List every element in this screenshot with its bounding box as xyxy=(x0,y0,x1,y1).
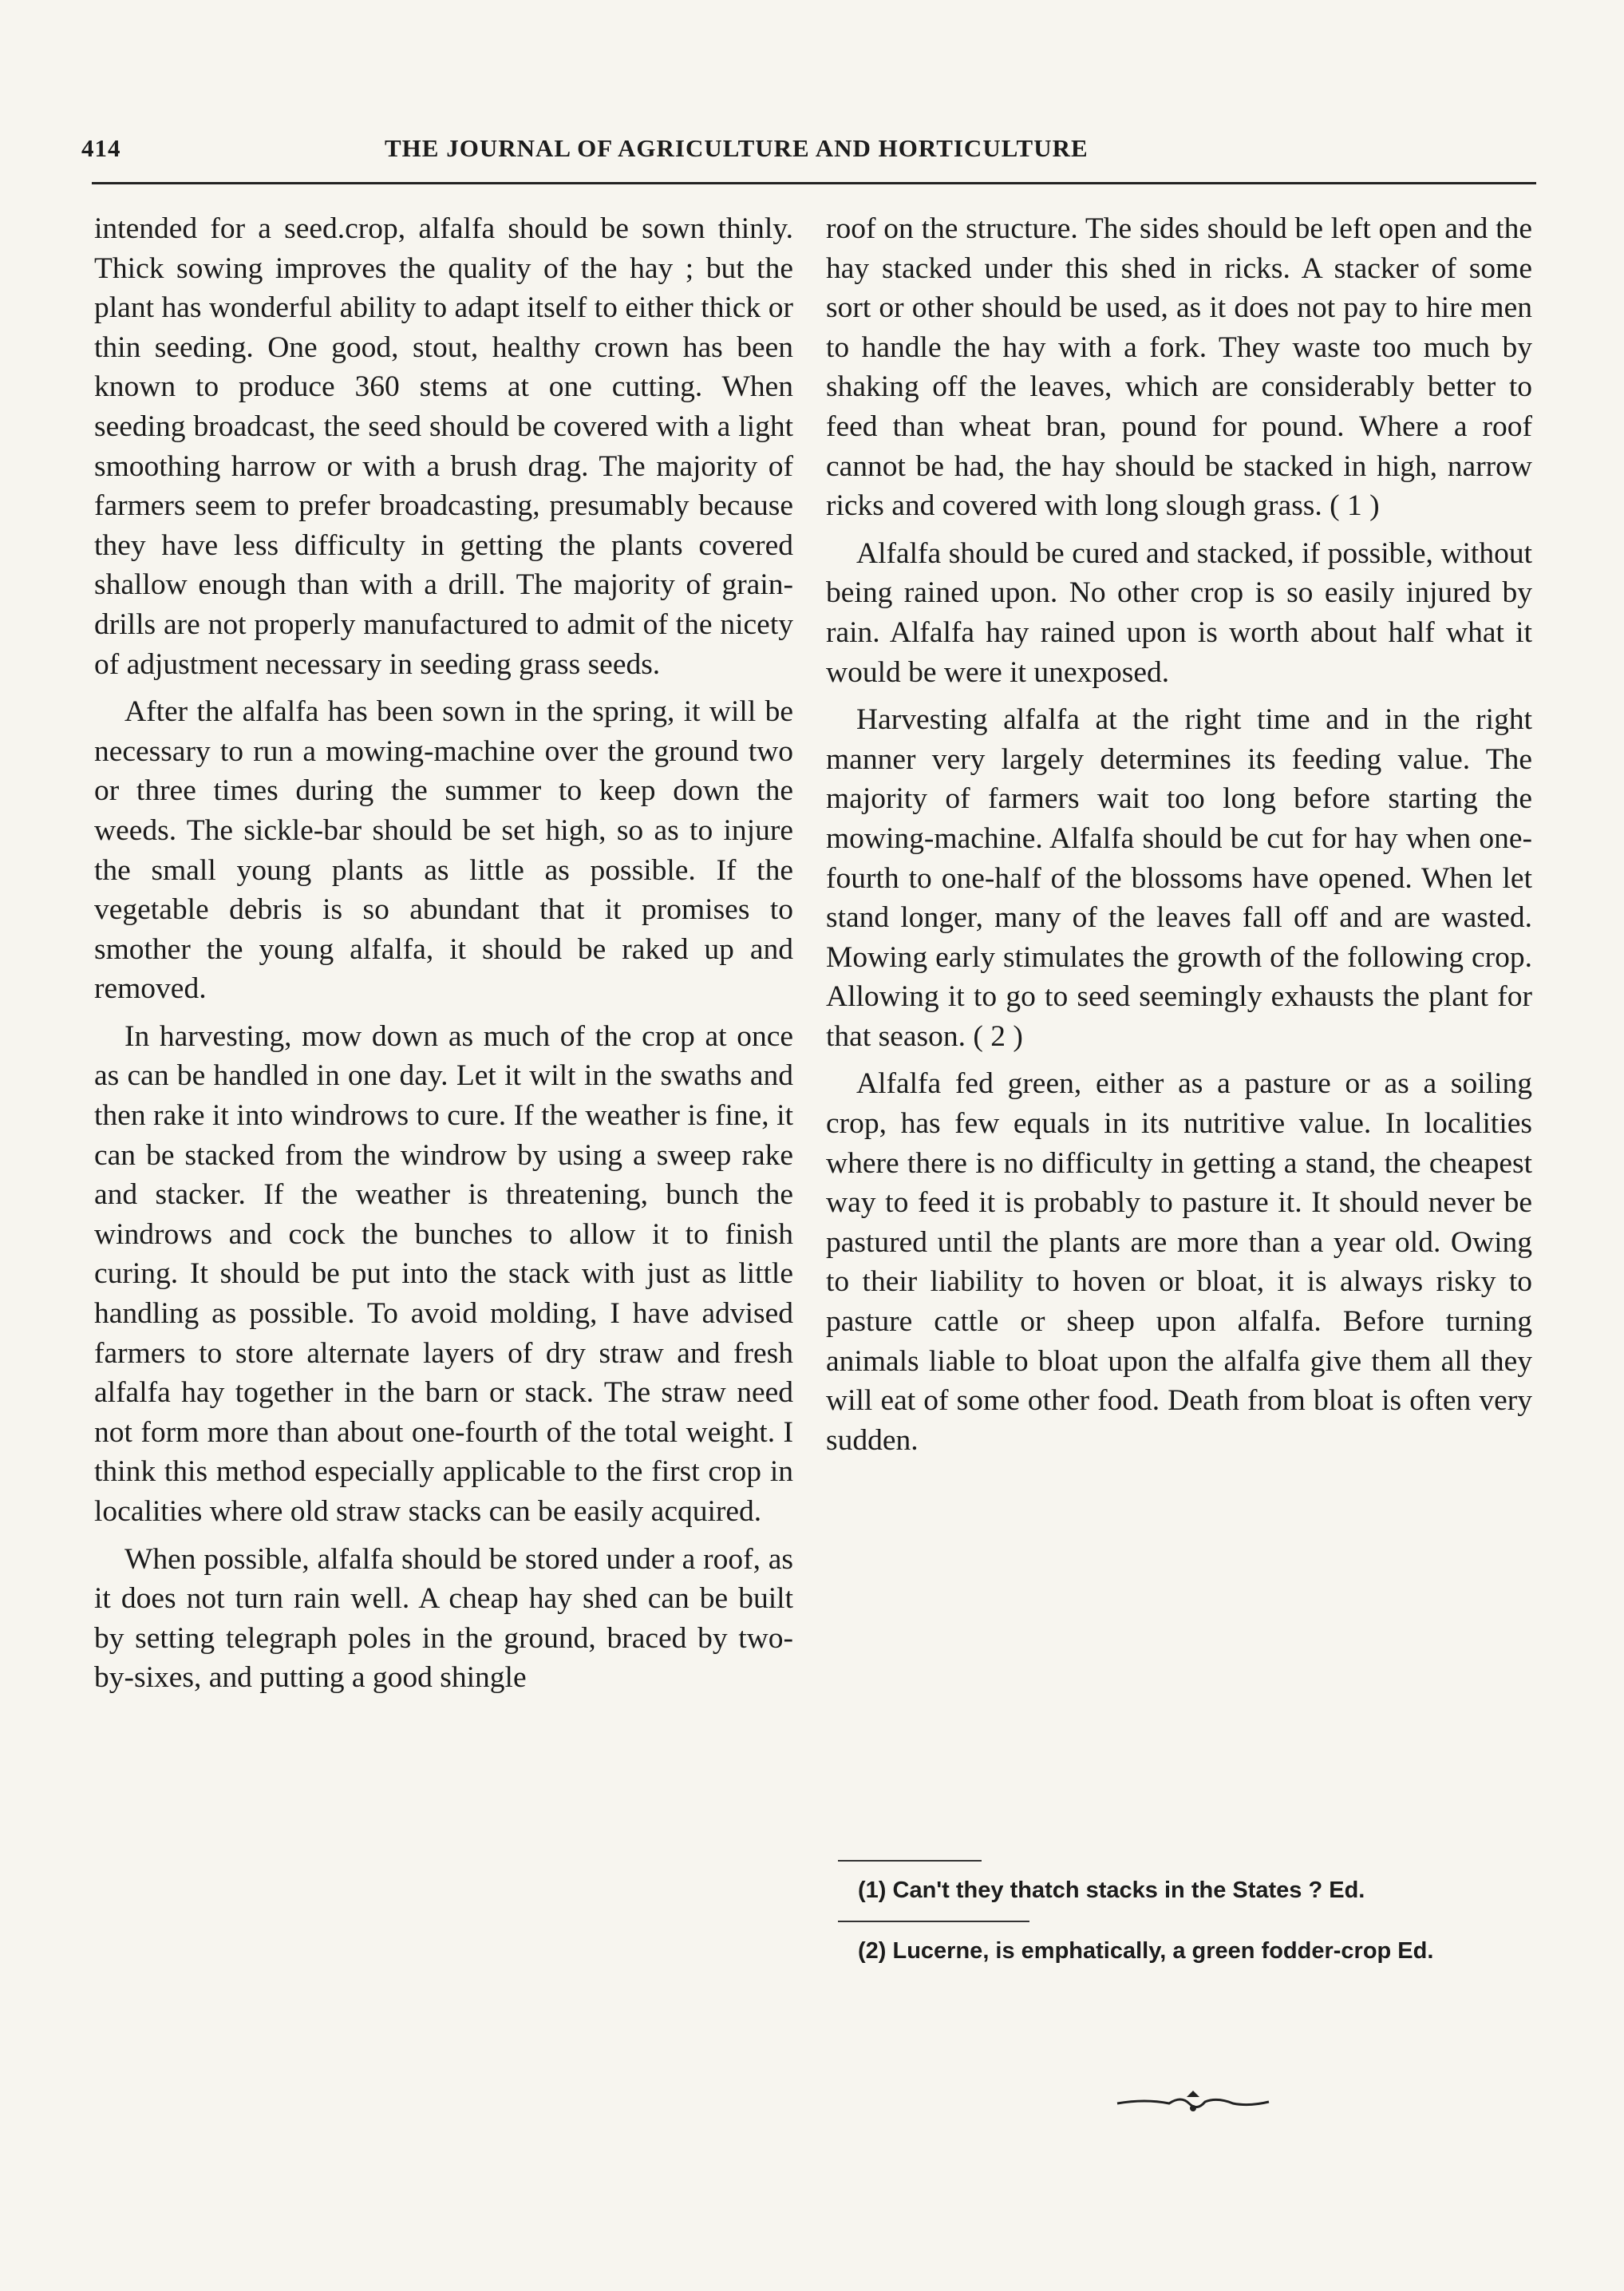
paragraph: Harvesting alfalfa at the right time and in the right manner very largely determines its feeding value. The majority of farmers wait too long before starting the mowing-machine. Alfalfa should be cut for hay when one-fourth to one-half of the blossoms have opened. When let stand longer, many of the leaves fall off and are wasted. Mowing early stimulates the growth of the following crop. Allowing it to go to seed seemingly exhausts the plant for that season. ( 2 ) xyxy=(826,703,1532,1053)
footnote-1: (1) Can't they thatch stacks in the States ? Ed. xyxy=(858,1878,1365,1903)
footnote-rule xyxy=(838,1860,982,1862)
paragraph: intended for a seed.crop, alfalfa should be sown thinly. Thick sowing improves the quality of the hay ; but the plant has wonderful ability to adapt itself to either thick or thin seeding. One good, stout, healthy crown has been known to produce 360 stems at one cutting. When seeding broadcast, the seed should be covered with a light smoothing harrow or with a brush drag. The majority of farmers seem to prefer broadcasting, presumably because they have less difficulty in getting the plants covered shallow enough than with a drill. The majority of grain-drills are not properly manufactured to admit of the nicety of adjustment necessary in seeding grass seeds. xyxy=(94,212,793,681)
running-title: THE JOURNAL OF AGRICULTURE AND HORTICULTURE xyxy=(385,134,1089,162)
page-header xyxy=(81,134,1542,169)
right-column xyxy=(826,209,1532,1468)
paragraph: When possible, alfalfa should be stored under a roof, as it does not turn rain well. A cheap hay shed can be built by setting telegraph poles in the ground, braced by two-by-sixes, and putting a good shingle xyxy=(94,1542,793,1695)
paragraph: In harvesting, mow down as much of the crop at once as can be handled in one day. Let it wilt in the swaths and then rake it into windrows to cure. If the weather is fine, it can be stacked from the windrow by using a sweep rake and stacker. If the weather is threatening, bunch the windrows and cock the bunches to allow it to finish curing. It should be put into the stack with just as little handling as possible. To avoid molding, I have advised farmers to store alternate layers of dry straw and fresh alfalfa hay together in the barn or stack. The straw need not form more than about one-fourth of the total weight. I think this method especially applicable to the first crop in localities where old straw stacks can be easily acquired. xyxy=(94,1019,793,1528)
paragraph: Alfalfa should be cured and stacked, if possible, without being rained upon. No other crop is so easily injured by rain. Alfalfa hay rained upon is worth about half what it would be were it unexposed. xyxy=(826,536,1532,689)
footnote-2: (2) Lucerne, is emphatically, a green fodder-crop Ed. xyxy=(858,1938,1434,1964)
printer-ornament-icon xyxy=(1113,2087,1273,2119)
footnote-rule xyxy=(838,1921,1029,1922)
left-column xyxy=(94,209,793,1706)
header-rule xyxy=(92,182,1536,184)
paragraph: roof on the structure. The sides should be left open and the hay stacked under this shed in ricks. A stacker of some sort or other should be used, as it does not pay to hire men to handle the hay with a fork. They waste too much by shaking off the leaves, which are considerably better to feed than wheat bran, pound for pound. Where a roof cannot be had, the hay should be stacked in high, narrow ricks and covered with long slough grass. ( 1 ) xyxy=(826,212,1532,523)
paragraph: After the alfalfa has been sown in the spring, it will be necessary to run a mowing-machine over the ground two or three times during the summer to keep down the weeds. The sickle-bar should be set high, so as to injure the small young plants as little as possible. If the vegetable debris is so abundant that it promises to smother the young alfalfa, it should be raked up and removed. xyxy=(94,695,793,1006)
page-number: 414 xyxy=(81,134,121,162)
paragraph: Alfalfa fed green, either as a pasture or as a soiling crop, has few equals in its nutritive value. In localities where there is no difficulty in getting a stand, the cheapest way to feed it is probably to pasture it. It should never be pastured until the plants are more than a year old. Owing to their liability to hoven or bloat, it is always risky to pasture cattle or sheep upon alfalfa. Before turning animals liable to bloat upon the alfalfa give them all they will eat of some other food. Death from bloat is often very sudden. xyxy=(826,1067,1532,1457)
